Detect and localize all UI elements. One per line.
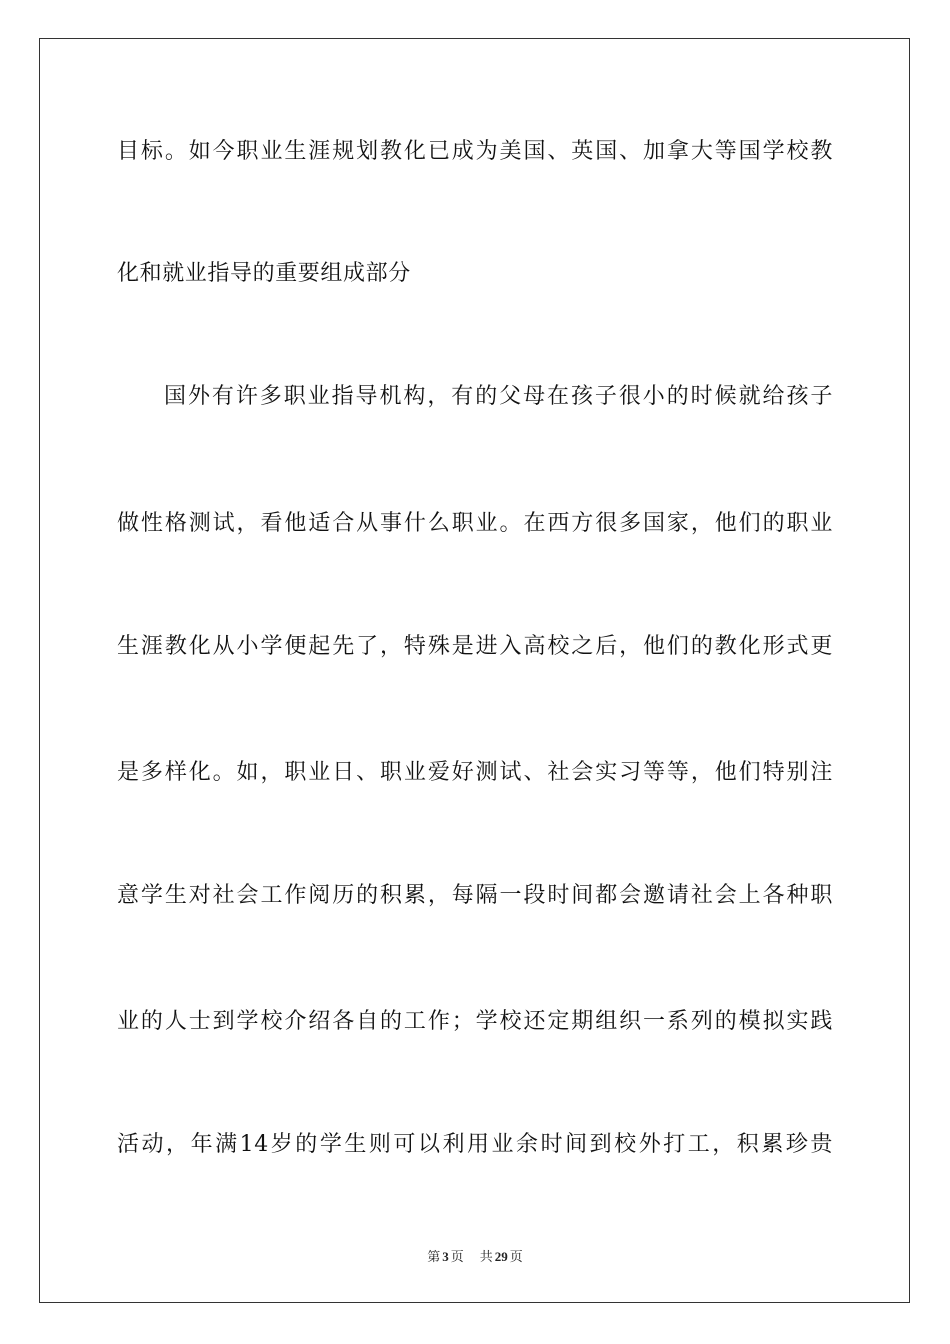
body-text-line: 是多样化。如，职业日、职业爱好测试、社会实习等等，他们特别注: [117, 760, 833, 785]
body-text-line: 业的人士到学校介绍各自的工作；学校还定期组织一系列的模拟实践: [117, 1009, 833, 1034]
body-text-line: 活动，年满14岁的学生则可以利用业余时间到校外打工，积累珍贵: [117, 1132, 833, 1157]
paragraph-first-line: 国外有许多职业指导机构，有的父母在孩子很小的时候就给孩子: [164, 384, 833, 409]
body-text-line: 目标。如今职业生涯规划教化已成为美国、英国、加拿大等国学校教: [117, 139, 833, 164]
footer-total-prefix: 共: [479, 1249, 493, 1264]
body-text-line: 意学生对社会工作阅历的积累，每隔一段时间都会邀请社会上各种职: [117, 883, 833, 908]
footer-page-number: 3: [442, 1249, 449, 1264]
page-footer: [0, 1248, 950, 1266]
body-text-line: 做性格测试，看他适合从事什么职业。在西方很多国家，他们的职业: [117, 511, 833, 536]
footer-total-number: 29: [494, 1249, 508, 1264]
footer-page-prefix: 第: [427, 1249, 441, 1264]
footer-total-suffix: 页: [509, 1249, 523, 1264]
footer-page-suffix: 页: [450, 1249, 464, 1264]
body-text-line: 生涯教化从小学便起先了，特殊是进入高校之后，他们的教化形式更: [117, 634, 833, 659]
page-frame: [39, 38, 910, 1303]
body-text-line: 化和就业指导的重要组成部分: [117, 261, 411, 286]
